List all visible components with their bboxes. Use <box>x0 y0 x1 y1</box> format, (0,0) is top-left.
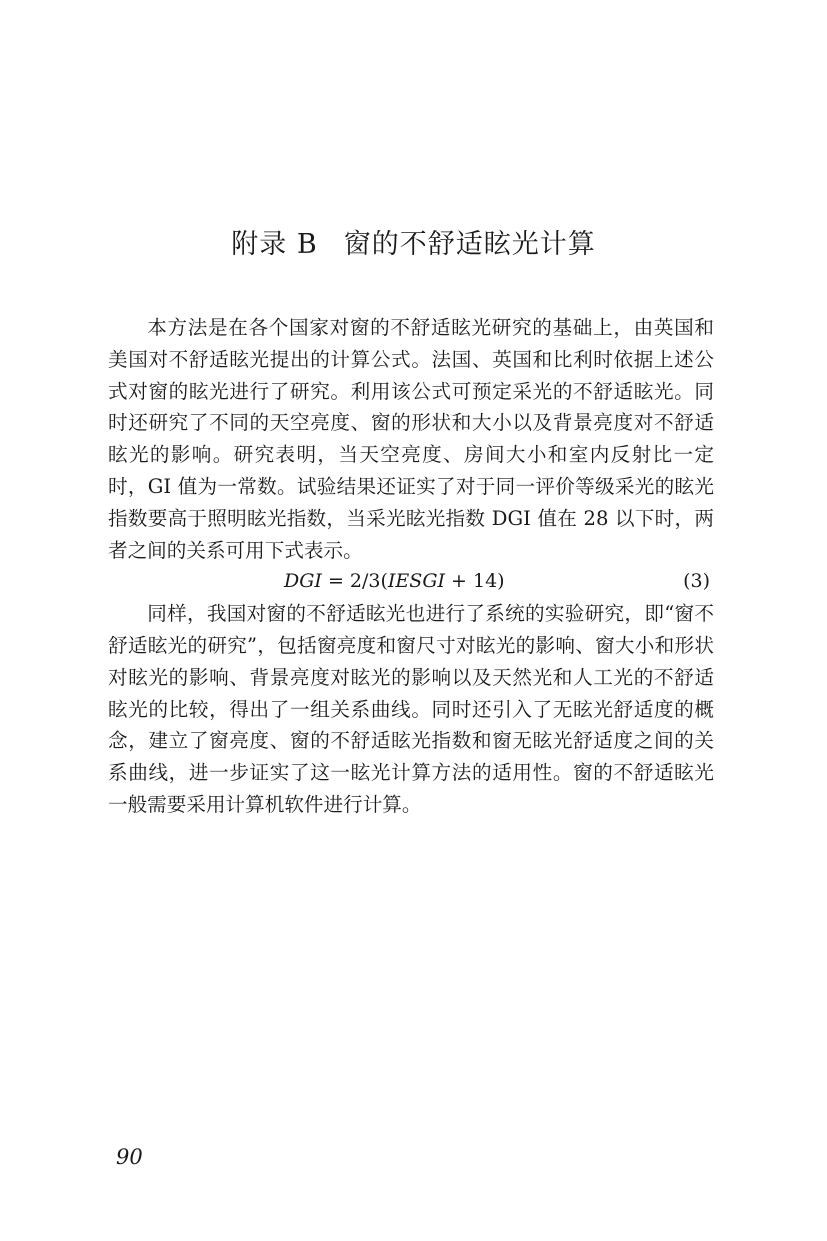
page-number: 90 <box>116 1145 143 1169</box>
formula-rest: + 14) <box>445 570 505 593</box>
formula-eq: = 2/3( <box>321 570 388 593</box>
formula-var: IESGI <box>387 570 445 593</box>
formula-line <box>108 566 714 598</box>
appendix-title <box>0 222 827 261</box>
paragraph-2: 同样，我国对窗的不舒适眩光也进行了系统的实验研究，即“窗不舒适眩光的研究”，包括窗亮度和窗尺寸对眩光的影响、窗大小和形状对眩光的影响、背景亮度对眩光的影响以及天然光和人工光的不舒适眩光的比较，得出了一组关系曲线。同时还引入了无眩光舒适度的概念，建立了窗亮度、窗的不舒适眩光指数和窗无眩光舒适度之间的关系曲线，进一步证实了这一眩光计算方法的适用性。窗的不舒适眩光一般需要采用计算机软件进行计算。 <box>108 602 714 816</box>
appendix-label: 附录 B <box>231 229 318 260</box>
formula-lhs: DGI <box>284 570 322 593</box>
formula-number: (3) <box>683 570 710 593</box>
formula-expression <box>284 566 505 598</box>
appendix-title-text: 窗的不舒适眩光计算 <box>343 229 596 260</box>
body-text <box>108 312 714 821</box>
paragraph-1: 本方法是在各个国家对窗的不舒适眩光研究的基础上，由英国和美国对不舒适眩光提出的计算公式。法国、英国和比利时依据上述公式对窗的眩光进行了研究。利用该公式可预定采光的不舒适眩光。同时还研究了不同的天空亮度、窗的形状和大小以及背景亮度对不舒适眩光的影响。研究表明，当天空亮度、房间大小和室内反射比一定时，GI 值为一常数。试验结果还证实了对于同一评价等级采光的眩光指数要高于照明眩光指数，当采光眩光指数 DGI 值在 28 以下时，两者之间的关系可用下式表示。 <box>108 316 714 562</box>
